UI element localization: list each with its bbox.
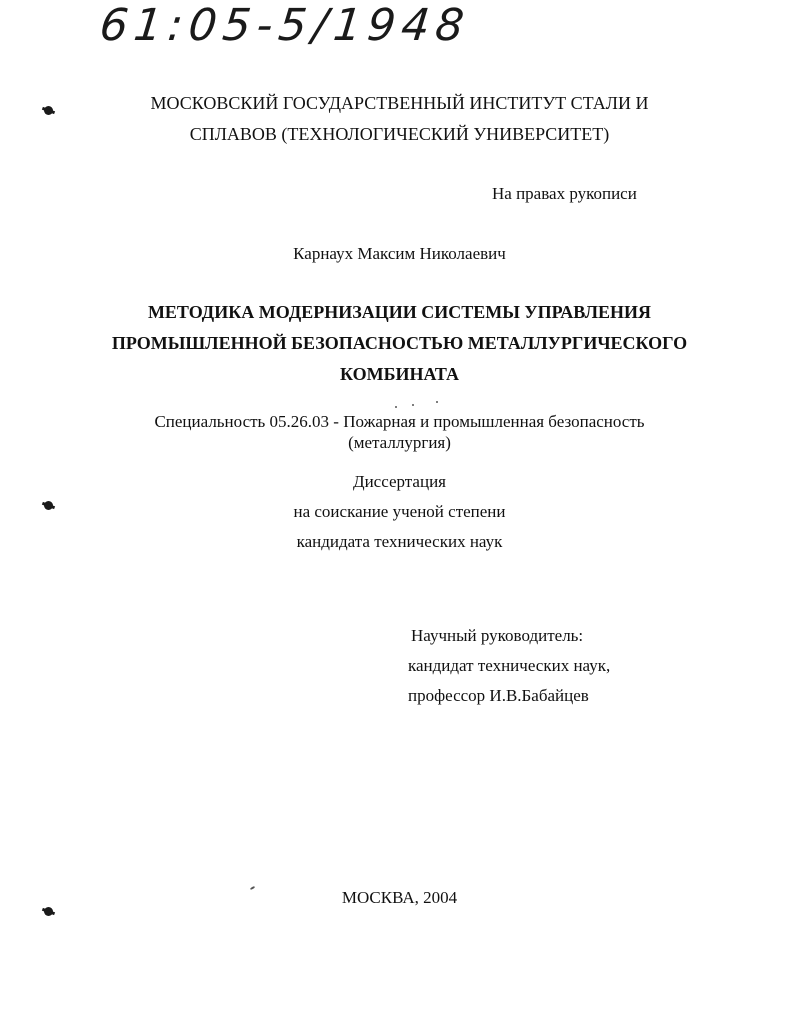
- degree-line-1: на соискание ученой степени: [293, 502, 506, 521]
- institution-name: [0, 88, 799, 150]
- document-type: Диссертация: [352, 472, 446, 491]
- institution-line-2: СПЛАВОВ (ТЕХНОЛОГИЧЕСКИЙ УНИВЕРСИТЕТ): [189, 124, 610, 144]
- specialty-line-2: (металлургия): [348, 433, 451, 452]
- institution-line-1: МОСКОВСКИЙ ГОСУДАРСТВЕННЫЙ ИНСТИТУТ СТАЛИ И: [150, 93, 649, 113]
- title-line-3: КОМБИНАТА: [339, 364, 460, 384]
- rights-note: На правах рукописи: [492, 184, 637, 203]
- city-year: МОСКВА, 2004: [341, 888, 458, 907]
- supervisor-name: профессор И.В.Бабайцев: [408, 686, 589, 705]
- scan-speck: [395, 406, 397, 408]
- scan-speck: [436, 401, 438, 403]
- supervisor-block: [408, 621, 610, 711]
- degree-line-2: кандидата технических наук: [296, 532, 503, 551]
- handwritten-archive-code: 61:05-5/1948: [97, 0, 473, 51]
- specialty-line-1: Специальность 05.26.03 - Пожарная и промышленная безопасность: [154, 412, 645, 431]
- title-line-2: ПРОМЫШЛЕННОЙ БЕЗОПАСНОСТЬЮ МЕТАЛЛУРГИЧЕСКОГО: [111, 333, 688, 353]
- specialty: [0, 411, 799, 453]
- supervisor-label: Научный руководитель:: [411, 626, 584, 645]
- title-line-1: МЕТОДИКА МОДЕРНИЗАЦИИ СИСТЕМЫ УПРАВЛЕНИЯ: [147, 302, 652, 322]
- author-name: Карнаух Максим Николаевич: [293, 244, 506, 263]
- dissertation-title: [0, 297, 799, 390]
- supervisor-degree: кандидат технических наук,: [408, 656, 611, 675]
- punch-hole-mark-bottom: [44, 907, 53, 916]
- scan-speck: [412, 404, 414, 406]
